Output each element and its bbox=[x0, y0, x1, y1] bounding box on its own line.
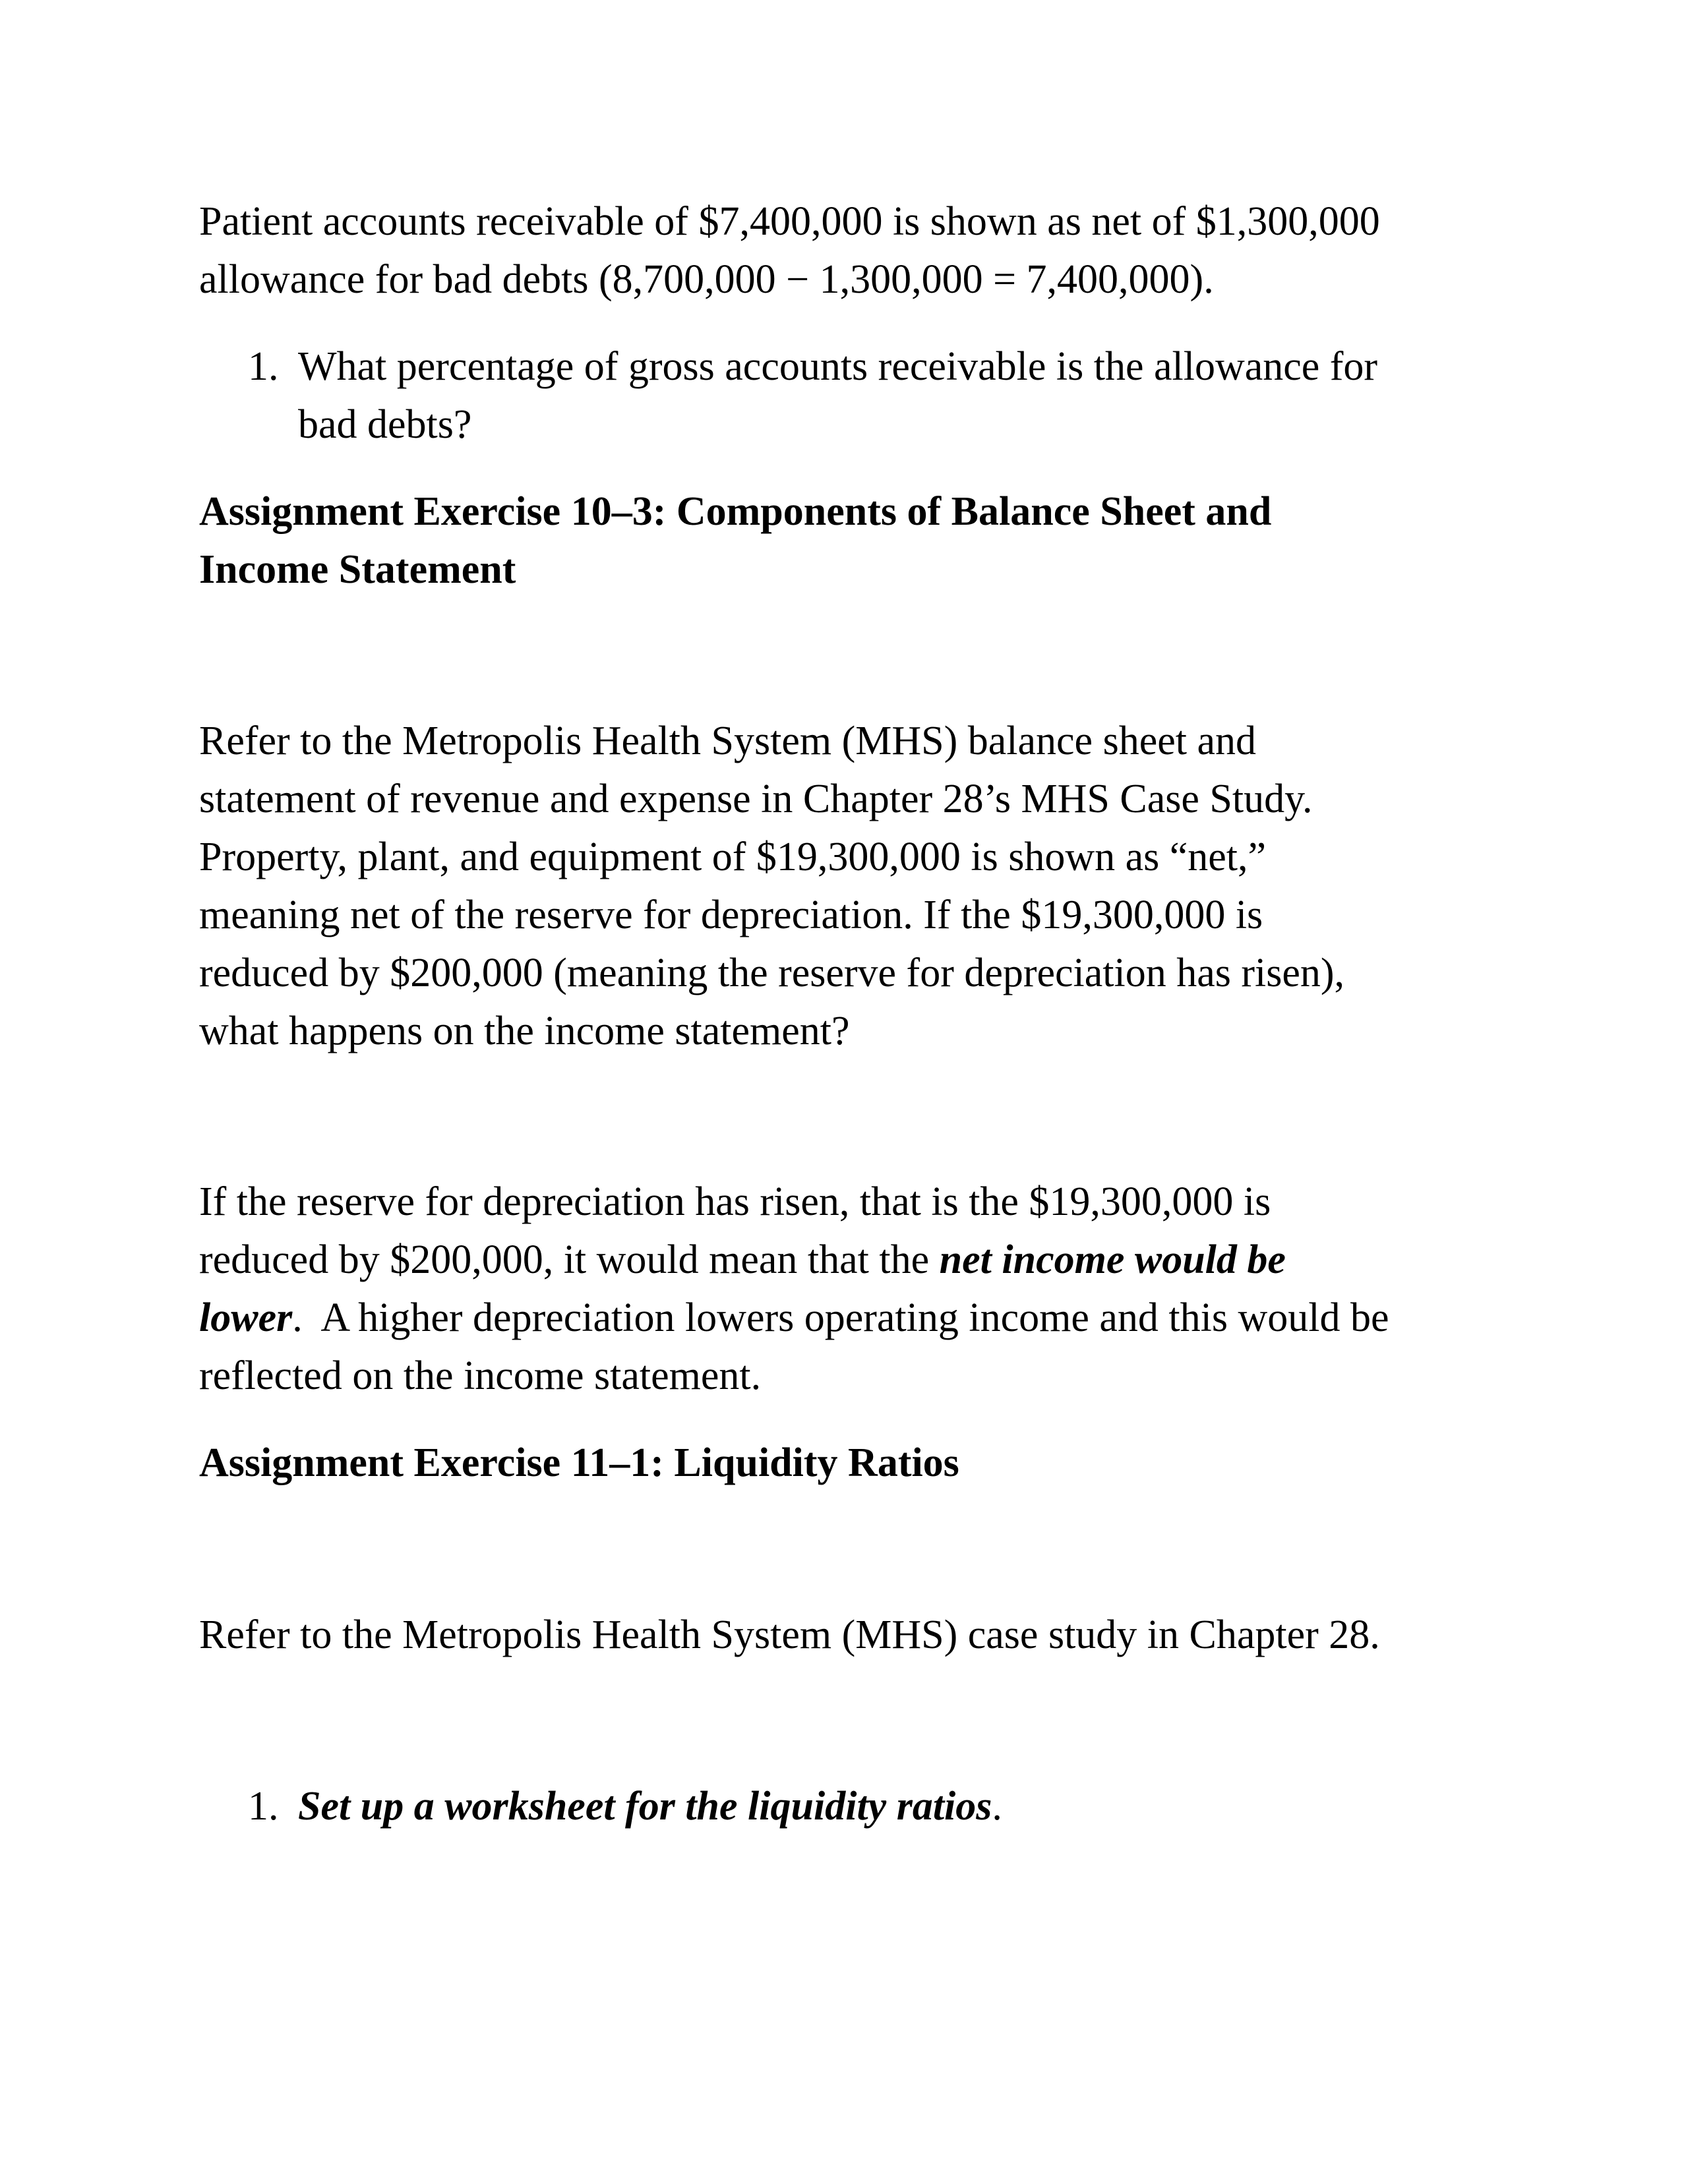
heading-text: Assignment Exercise 11–1: Liquidity Ratios bbox=[199, 1440, 959, 1485]
answer-line-4: reflected on the income statement. bbox=[199, 1353, 762, 1398]
answer-line-1: If the reserve for depreciation has risen, that is the $19,300,000 is bbox=[199, 1179, 1271, 1224]
intro-paragraph bbox=[199, 192, 1518, 309]
question-text bbox=[248, 1777, 1501, 1835]
prompt-line: what happens on the income statement? bbox=[199, 1009, 850, 1053]
prompt-line: reduced by $200,000 (meaning the reserve for depreciation has risen), bbox=[199, 951, 1345, 995]
question-number: 1. bbox=[248, 344, 279, 389]
question-10-2-item bbox=[248, 338, 1501, 454]
question-line-1: What percentage of gross accounts receivable is the allowance for bbox=[298, 344, 1378, 389]
exercise-10-3-answer bbox=[199, 1173, 1518, 1405]
exercise-10-3-prompt bbox=[199, 712, 1518, 1060]
question-suffix: . bbox=[992, 1784, 1002, 1829]
heading-line-2: Income Statement bbox=[199, 547, 516, 592]
exercise-10-3-heading bbox=[199, 483, 1518, 599]
question-emphasis: Set up a worksheet for the liquidity ratios bbox=[298, 1784, 992, 1829]
exercise-11-1-heading bbox=[199, 1434, 1518, 1492]
question-text bbox=[248, 338, 1501, 454]
prompt-line: Property, plant, and equipment of $19,300,000 is shown as “net,” bbox=[199, 835, 1267, 879]
answer-emphasis: net income would be bbox=[939, 1237, 1286, 1282]
question-11-1-item bbox=[248, 1777, 1501, 1835]
answer-line-3-suffix: . A higher depreciation lowers operating income and this would be bbox=[292, 1295, 1389, 1340]
prompt-text: Refer to the Metropolis Health System (MHS) case study in Chapter 28. bbox=[199, 1612, 1380, 1657]
intro-line-1: Patient accounts receivable of $7,400,000 is shown as net of $1,300,000 bbox=[199, 199, 1380, 244]
prompt-line: Refer to the Metropolis Health System (MHS) balance sheet and bbox=[199, 719, 1256, 763]
question-line-2: bad debts? bbox=[298, 402, 472, 447]
exercise-11-1-prompt bbox=[199, 1606, 1518, 1664]
prompt-line: meaning net of the reserve for depreciation. If the $19,300,000 is bbox=[199, 893, 1263, 937]
answer-line-2-prefix: reduced by $200,000, it would mean that the bbox=[199, 1237, 940, 1282]
heading-line-1: Assignment Exercise 10–3: Components of Balance Sheet and bbox=[199, 489, 1272, 534]
question-number: 1. bbox=[248, 1784, 279, 1829]
answer-emphasis: lower bbox=[199, 1295, 293, 1340]
intro-line-2: allowance for bad debts (8,700,000 − 1,300,000 = 7,400,000). bbox=[199, 257, 1214, 302]
prompt-line: statement of revenue and expense in Chapter 28’s MHS Case Study. bbox=[199, 777, 1313, 821]
